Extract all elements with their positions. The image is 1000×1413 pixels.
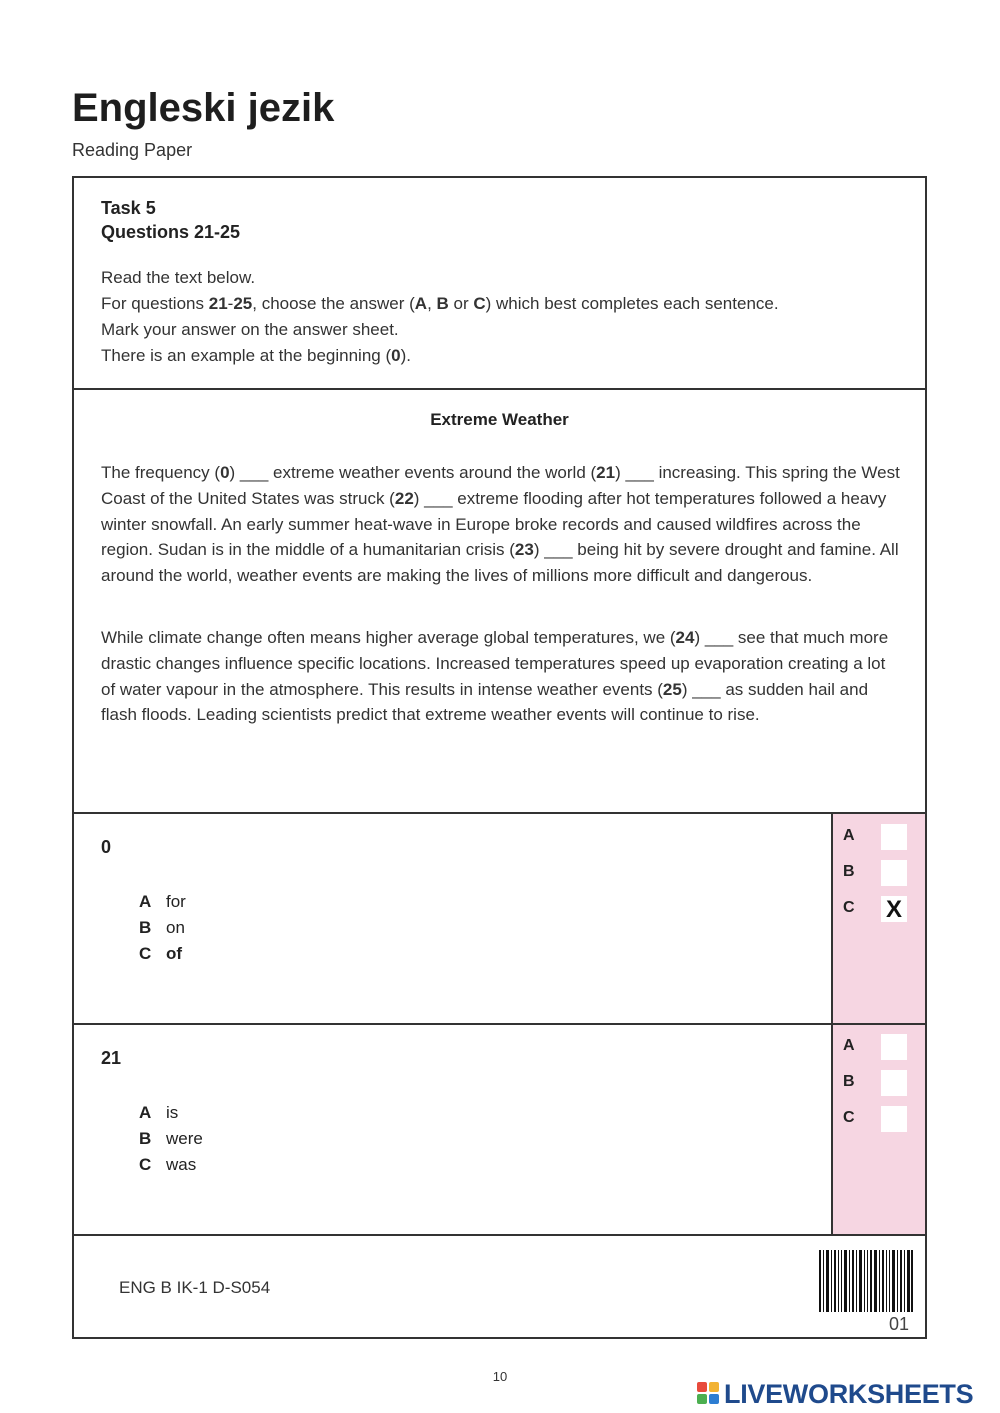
option-b bbox=[139, 915, 186, 941]
option-text: of bbox=[166, 944, 183, 963]
answer-row-a bbox=[843, 824, 923, 850]
option-c bbox=[139, 1152, 203, 1178]
page-number: 10 bbox=[492, 1369, 508, 1384]
instruction-line: Mark your answer on the answer sheet. bbox=[101, 320, 399, 339]
question-number: 0 bbox=[101, 837, 112, 857]
bold-text: 21 bbox=[208, 294, 228, 313]
option-a bbox=[139, 889, 186, 915]
answer-checkbox-b[interactable] bbox=[881, 1070, 907, 1096]
task-heading bbox=[101, 196, 240, 244]
option-text: on bbox=[166, 918, 185, 937]
answer-letter: B bbox=[843, 1073, 855, 1090]
instruction-line: There is an example at the beginning (0). bbox=[101, 346, 411, 365]
barcode-number: 01 bbox=[888, 1314, 909, 1334]
bold-text: 0 bbox=[391, 346, 401, 365]
text-paragraph: While climate change often means higher average global temperatures, we (24) ___ see that much more drastic changes influence specific locations. Increased temperatures speed up evaporation creating a lot of water vapour in the atmosphere. This results in intense weather events (25) ___ as sudden hail and flash floods. Leading scientists predict that extreme weather events will continue to rise. bbox=[101, 628, 889, 725]
answer-letter: C bbox=[843, 1109, 855, 1126]
text-paragraph: The frequency (0) ___ extreme weather events around the world (21) ___ increasing. This spring the West Coast of the United States was struck (22) ___ extreme flooding after hot temperatures followed a heavy winter snowfall. An early summer heat-wave in Europe broke records and caused wildfires across the region. Sudan is in the middle of a humanitarian crisis (23) ___ being hit by severe drought and famine. All around the world, weather events are making the lives of millions more difficult and dangerous. bbox=[101, 463, 900, 586]
footer-section bbox=[74, 1236, 925, 1337]
barcode bbox=[819, 1250, 913, 1312]
liveworksheets-logo-icon bbox=[697, 1382, 721, 1406]
bold-text: 21 bbox=[596, 463, 616, 482]
liveworksheets-logo-text: LIVEWORKSHEETS bbox=[724, 1378, 974, 1409]
answer-row-b bbox=[843, 860, 923, 886]
option-text: was bbox=[166, 1155, 197, 1174]
bold-text: 22 bbox=[394, 488, 414, 508]
bold-text: A bbox=[414, 294, 428, 313]
page-subtitle: Reading Paper bbox=[72, 140, 193, 160]
option-c bbox=[139, 941, 186, 967]
answer-row-c bbox=[843, 1106, 923, 1132]
questions-range: Questions 21-25 bbox=[101, 222, 241, 242]
option-letter: A bbox=[139, 1103, 152, 1122]
answer-checkbox-a[interactable] bbox=[881, 824, 907, 850]
exam-frame bbox=[72, 176, 927, 1339]
instructions-section bbox=[74, 178, 925, 390]
bold-text: 25 bbox=[662, 679, 682, 699]
text-title: Extreme Weather bbox=[430, 410, 569, 429]
reading-text-section bbox=[74, 390, 925, 814]
options-list bbox=[139, 1100, 203, 1178]
paper-code: ENG B IK-1 D-S054 bbox=[119, 1278, 271, 1297]
bold-text: 24 bbox=[675, 628, 695, 647]
liveworksheets-logo[interactable] bbox=[697, 1377, 973, 1411]
instruction-line: For questions 21-25, choose the answer (A, B or C) which best completes each sentence. bbox=[101, 294, 779, 313]
answer-checkbox-b[interactable] bbox=[881, 860, 907, 886]
answer-letter: C bbox=[843, 899, 855, 916]
question-21 bbox=[74, 1025, 925, 1236]
bold-text: C bbox=[473, 294, 486, 313]
answer-row-a bbox=[843, 1034, 923, 1060]
page-title: Engleski jezik bbox=[72, 86, 335, 130]
answer-panel bbox=[831, 814, 925, 1023]
instruction-line: Read the text below. bbox=[101, 268, 256, 287]
bold-text: 23 bbox=[514, 540, 534, 560]
answer-checkbox-a[interactable] bbox=[881, 1034, 907, 1060]
answer-panel bbox=[831, 1025, 925, 1234]
options-list bbox=[139, 889, 186, 967]
answer-checkbox-c[interactable] bbox=[881, 1106, 907, 1132]
instructions bbox=[101, 265, 779, 369]
option-letter: C bbox=[139, 1155, 152, 1174]
answer-letter: A bbox=[843, 827, 855, 844]
option-b bbox=[139, 1126, 203, 1152]
answer-row-b bbox=[843, 1070, 923, 1096]
answer-row-c bbox=[843, 896, 923, 922]
answer-checkbox-c[interactable]: X bbox=[881, 896, 907, 922]
bold-text: 25 bbox=[233, 294, 253, 313]
question-number: 21 bbox=[101, 1048, 122, 1068]
option-text: for bbox=[166, 892, 186, 911]
option-a bbox=[139, 1100, 203, 1126]
option-letter: B bbox=[139, 918, 152, 937]
answer-letter: A bbox=[843, 1037, 855, 1054]
answer-letter: B bbox=[843, 863, 855, 880]
bold-text: B bbox=[436, 294, 449, 313]
option-text: were bbox=[166, 1129, 203, 1148]
bold-text: 0 bbox=[220, 463, 230, 482]
option-letter: A bbox=[139, 892, 152, 911]
task-label: Task 5 bbox=[101, 198, 156, 218]
option-letter: C bbox=[139, 944, 152, 963]
question-0 bbox=[74, 814, 925, 1025]
option-text: is bbox=[166, 1103, 179, 1122]
option-letter: B bbox=[139, 1129, 152, 1148]
